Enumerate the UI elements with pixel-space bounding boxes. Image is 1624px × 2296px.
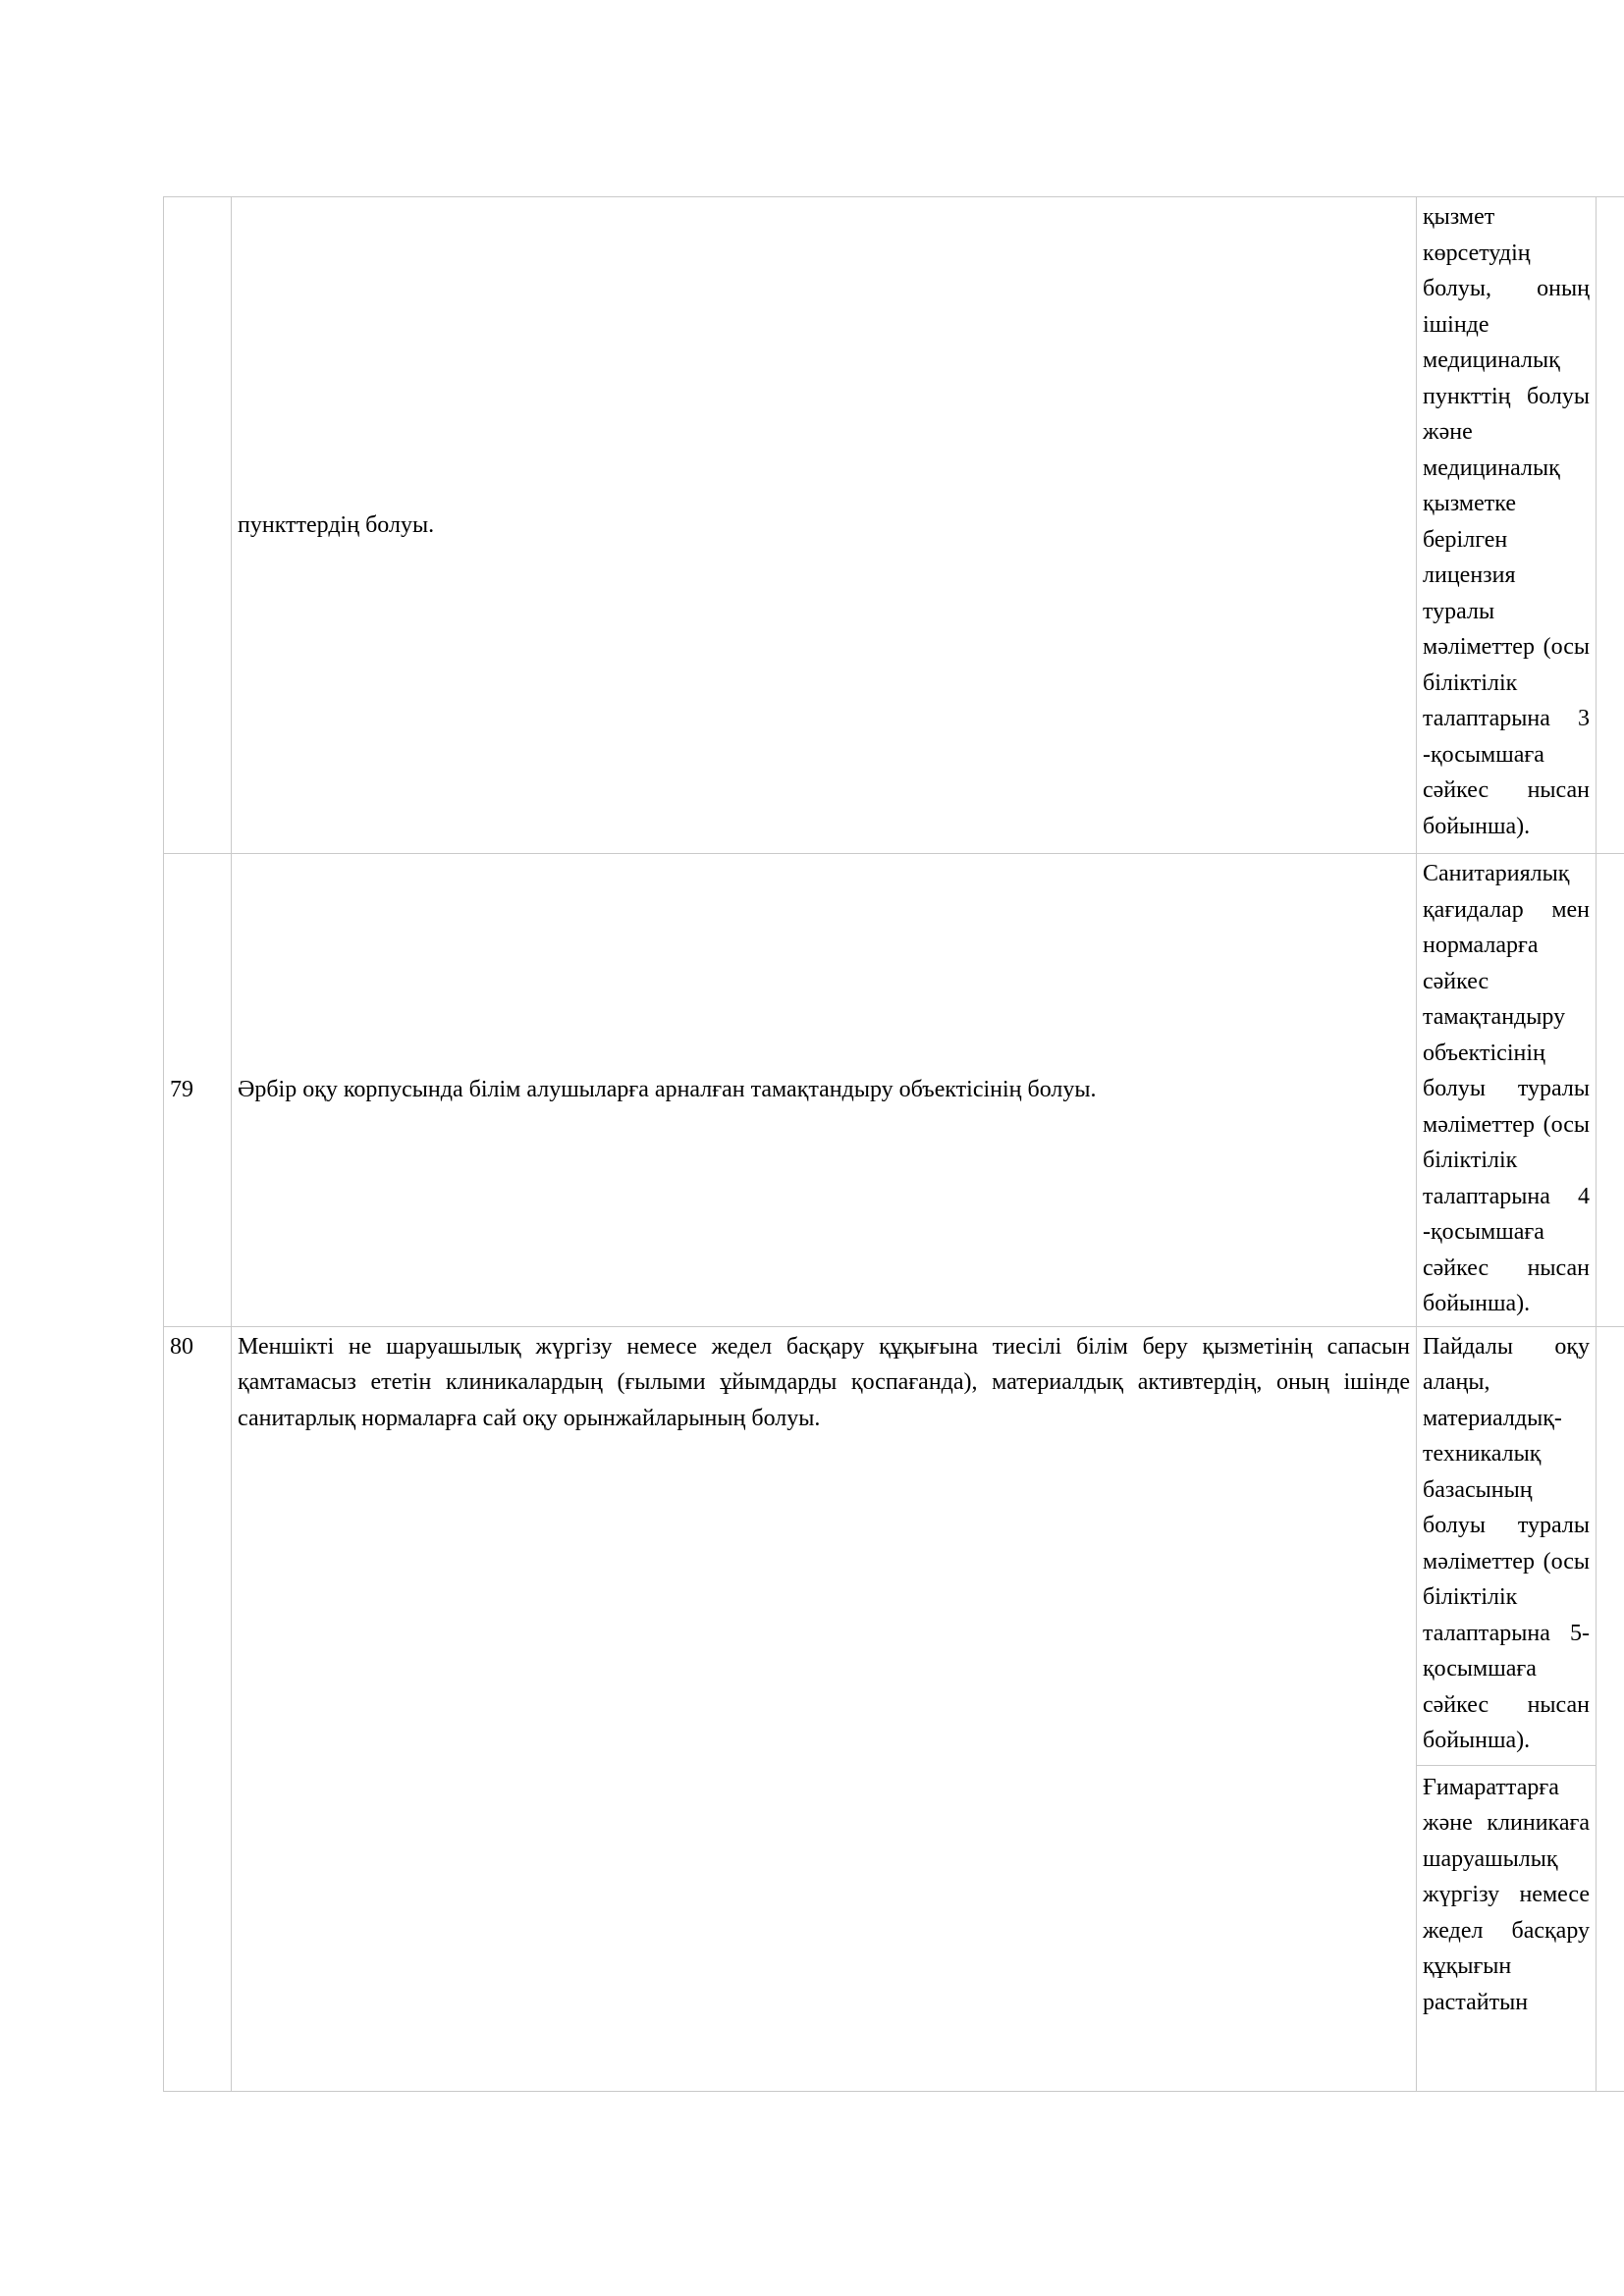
document-text: қызмет көрсетудің болуы, оның ішінде медициналық пункттің болуы және медициналық қызметке берілген лицензия туралы мәліметтер (осы біліктілік талаптарына 3 -қосымшаға сәйкес нысан бойынша). — [1423, 204, 1590, 839]
table-row — [164, 1326, 1624, 2091]
truncated-cell — [1597, 197, 1624, 854]
requirements-table — [163, 196, 1624, 2092]
table-row — [164, 197, 1624, 854]
requirement-cell — [232, 854, 1417, 1327]
requirement-text: Әрбір оқу корпусында білім алушыларға арналған тамақтандыру объектісінің болуы. — [238, 1077, 1097, 1102]
requirement-cell: Меншікті не шаруашылық жүргізу немесе жедел басқару құқығына тиесілі білім беру қызметінің сапасын қамтамасыз ететін клиникалардың (ғылыми ұйымдарды қоспағанда), материалдық активтердің, оның ішінде санитарлық нормаларға сай оқу орынжайларының болуы. — [232, 1326, 1417, 2091]
row-number-cell — [164, 197, 232, 854]
row-number-cell — [164, 854, 232, 1327]
truncated-cell — [1597, 854, 1624, 1327]
requirement-text: пункттердің болуы. — [238, 511, 435, 538]
truncated-cell — [1597, 1326, 1624, 2091]
row-number-cell: 80 — [164, 1326, 232, 2091]
document-text: Санитариялық қағидалар мен нормаларға сәйкес тамақтандыру объектісінің болуы туралы мәліметтер (осы біліктілік талаптарына 4 -қосымшаға сәйкес нысан бойынша). — [1423, 861, 1590, 1316]
document-text: Пайдалы оқу алаңы, материалдық-техникалық базасының болуы туралы мәліметтер (осы біліктілік талаптарына 5-қосымшаға сәйкес нысан бойынша). — [1423, 1333, 1590, 1753]
documents-cell — [1417, 1326, 1597, 2091]
row-number: 79 — [170, 1077, 193, 1102]
requirement-cell — [232, 197, 1417, 854]
document-text: Ғимараттарға және клиникаға шаруашылық жүргізу немесе жедел басқару құқығын растайтын — [1417, 1765, 1596, 2021]
table-row — [164, 854, 1624, 1327]
documents-cell — [1417, 197, 1597, 854]
documents-cell — [1417, 854, 1597, 1327]
